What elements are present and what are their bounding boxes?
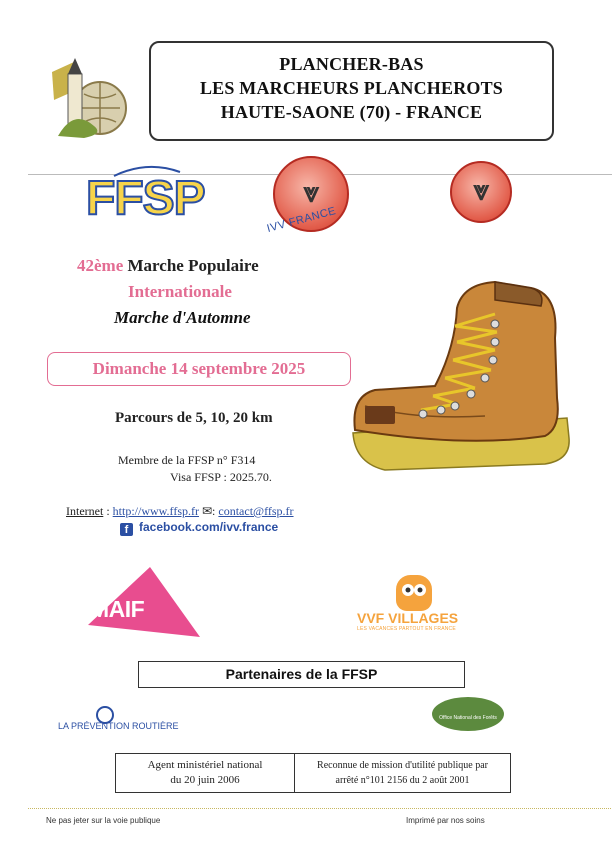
info-right-line-2: arrêté n°101 2156 du 2 août 2001 xyxy=(335,775,470,786)
ffsp-swoosh-icon xyxy=(112,164,182,178)
facebook-line xyxy=(120,520,278,536)
footer-right-note: Imprimé par nos soins xyxy=(406,816,485,825)
info-left-line-1: Agent ministériel national xyxy=(147,759,263,771)
email-link[interactable]: contact@ffsp.fr xyxy=(218,504,294,518)
event-title xyxy=(77,256,259,276)
header-box xyxy=(149,41,554,141)
membership-number: Membre de la FFSP n° F314 xyxy=(118,453,256,467)
event-date: Dimanche 14 septembre 2025 xyxy=(47,352,351,386)
event-subtitle: Internationale xyxy=(128,282,232,301)
event-name: Marche d'Automne xyxy=(114,308,251,327)
vvf-logo: VVF VILLAGES xyxy=(357,610,459,626)
facebook-icon: f xyxy=(120,523,133,536)
info-box xyxy=(115,753,511,793)
prevention-routiere-logo: LA PRÉVENTION ROUTIÈRE xyxy=(58,721,179,731)
hiking-boot-icon xyxy=(345,278,575,478)
vvf-tagline: LES VACANCES PARTOUT EN FRANCE xyxy=(357,626,456,632)
footer-divider xyxy=(28,808,612,809)
club-emblem-icon xyxy=(44,52,130,140)
header-line-3: HAUTE-SAONE (70) - FRANCE xyxy=(220,102,483,122)
info-left-line-2: du 20 juin 2006 xyxy=(170,774,240,786)
ivv-caption: IVV FRANCE xyxy=(265,205,338,235)
header-line-1: PLANCHER-BAS xyxy=(279,54,424,74)
email-icon: ✉ xyxy=(201,504,213,518)
ivv-europe-logo xyxy=(450,161,512,223)
ivv-mark-icon: ⩔ xyxy=(303,175,319,209)
facebook-link[interactable]: facebook.com/ivv.france xyxy=(139,520,279,534)
internet-label: Internet xyxy=(66,504,104,518)
contact-line: Internet : http://www.ffsp.fr ✉: contact@ffsp.fr xyxy=(66,504,294,518)
event-title-rest: Marche Populaire xyxy=(123,256,259,275)
ffsp-logo: FFSP xyxy=(86,172,205,225)
routes-info: Parcours de 5, 10, 20 km xyxy=(115,410,273,426)
internet-colon: : xyxy=(103,504,113,518)
info-right-line-1: Reconnue de mission d'utilité publique par xyxy=(317,760,488,771)
onf-logo-icon xyxy=(432,697,504,731)
onf-logo: Office National des Forêts xyxy=(439,715,497,721)
header-line-2: LES MARCHEURS PLANCHEROTS xyxy=(199,78,504,98)
ivv-mark-icon: ⩔ xyxy=(473,173,489,207)
edition-number: 42ème xyxy=(77,256,124,275)
info-box-right xyxy=(295,754,510,792)
footer-left-note: Ne pas jeter sur la voie publique xyxy=(46,816,161,825)
visa-number: Visa FFSP : 2025.70. xyxy=(170,470,272,484)
partners-title: Partenaires de la FFSP xyxy=(138,661,465,688)
website-link[interactable]: http://www.ffsp.fr xyxy=(112,504,199,518)
info-box-left xyxy=(116,754,295,792)
vvf-owl-icon xyxy=(396,575,432,611)
maif-logo: MAIF xyxy=(90,596,145,622)
